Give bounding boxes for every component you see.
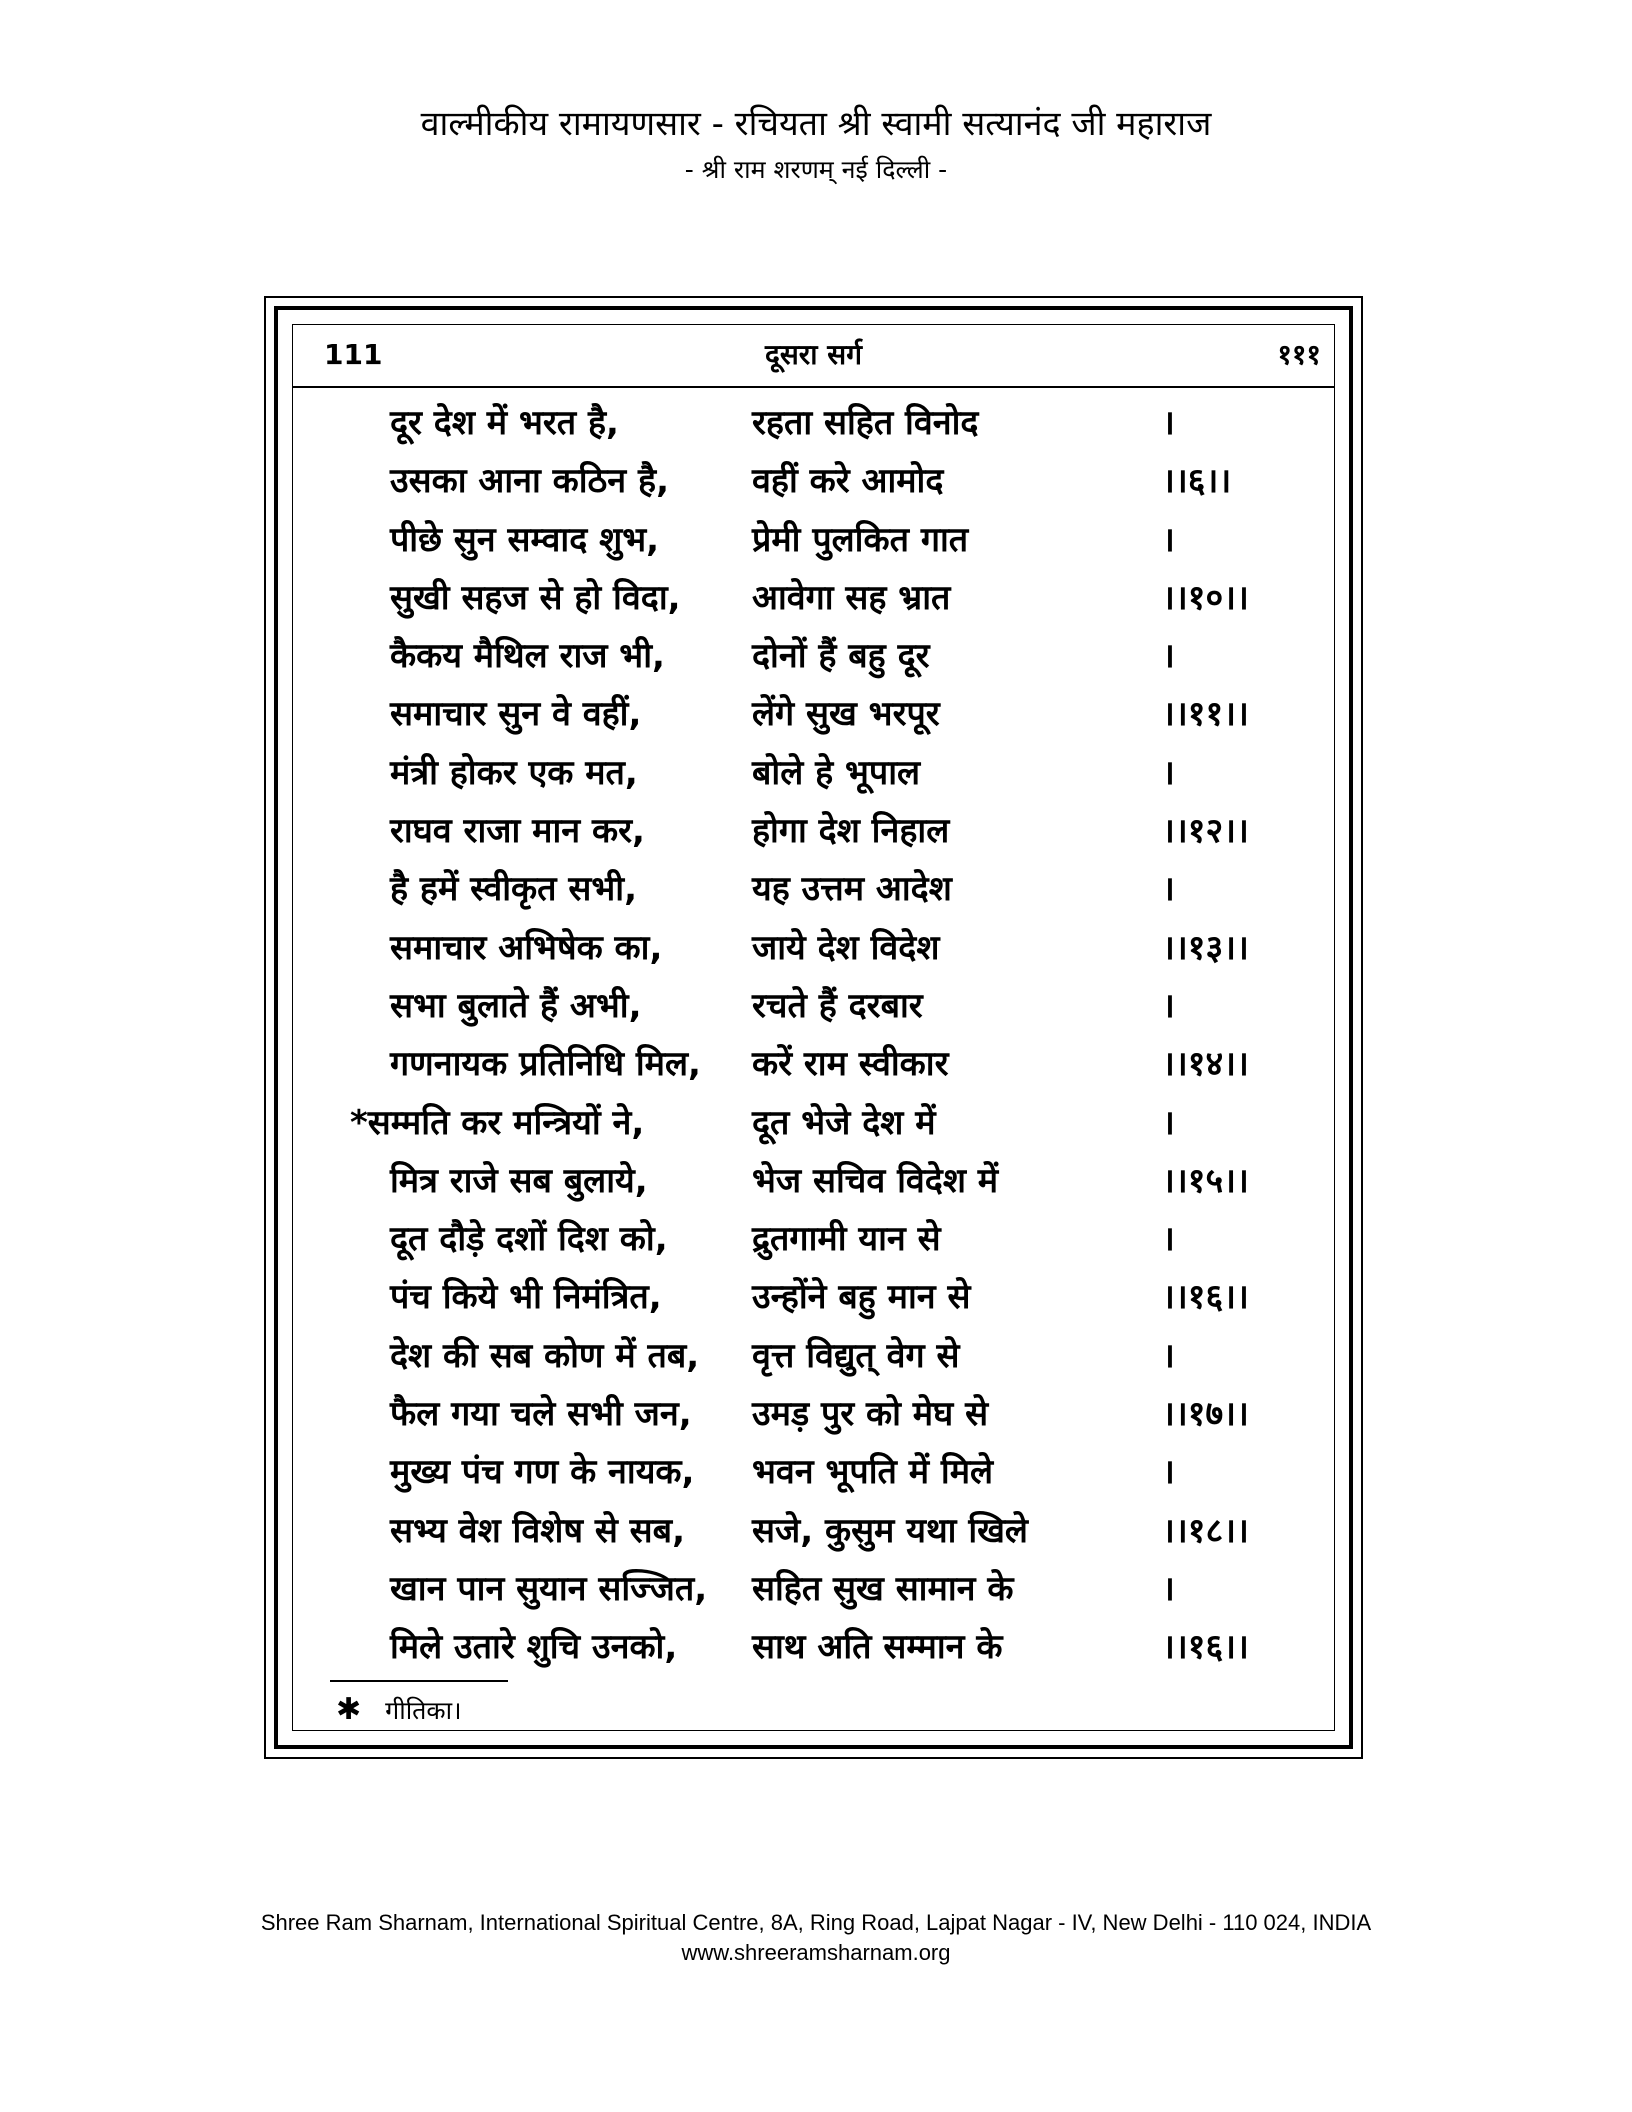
- verse-end-marker: ।: [1162, 1568, 1175, 1609]
- verse-line: [292, 394, 1335, 452]
- verse-line: [292, 1443, 1335, 1501]
- verse-line: [292, 452, 1335, 510]
- verse-second-half: वृत्त विद्युत् वेग से: [752, 1335, 960, 1376]
- verse-end-marker: ।: [1162, 1102, 1175, 1143]
- verse-line: [292, 919, 1335, 977]
- verse-line: [292, 685, 1335, 743]
- verse-first-half: पंच किये भी निमंत्रित,: [390, 1277, 662, 1318]
- verse-line: [292, 744, 1335, 802]
- verse-line: [292, 1327, 1335, 1385]
- verse-end-marker: ।।११।।: [1162, 694, 1249, 735]
- verse-end-marker: ।।१८।।: [1162, 1510, 1249, 1551]
- verse-line: [292, 977, 1335, 1035]
- verse-end-marker: ।।१०।।: [1162, 577, 1249, 618]
- verse-second-half: रहता सहित विनोद: [752, 403, 979, 443]
- verse-second-half: दोनों हैं बहु दूर: [752, 636, 930, 677]
- verse-second-half: साथ अति सम्मान के: [752, 1627, 1003, 1668]
- verse-first-half: गणनायक प्रतिनिधि मिल,: [390, 1044, 701, 1085]
- verse-first-half: फैल गया चले सभी जन,: [390, 1394, 692, 1435]
- verse-second-half: द्रुतगामी यान से: [752, 1219, 941, 1260]
- verse-first-half: पीछे सुन सम्वाद शुभ,: [390, 519, 660, 560]
- verse-end-marker: ।: [1162, 869, 1175, 910]
- verse-second-half: यह उत्तम आदेश: [752, 869, 952, 910]
- verse-first-half: दूर देश में भरत है,: [390, 403, 619, 443]
- page-number-devanagari: १११: [1277, 338, 1321, 371]
- verse-line: [292, 1502, 1335, 1560]
- verse-first-half: समाचार अभिषेक का,: [390, 927, 663, 968]
- verse-end-marker: ।।१२।।: [1162, 811, 1249, 852]
- verse-second-half: सहित सुख सामान के: [752, 1568, 1014, 1609]
- verse-second-half: बोले हे भूपाल: [752, 752, 921, 793]
- verse-line: [292, 1035, 1335, 1093]
- verse-end-marker: ।।६।।: [1162, 461, 1232, 502]
- verse-line: [292, 1618, 1335, 1676]
- page-number-arabic: 111: [324, 338, 383, 371]
- verse-first-half: राघव राजा मान कर,: [390, 811, 645, 852]
- verse-end-marker: ।: [1162, 636, 1175, 677]
- verse-first-half: है हमें स्वीकृत सभी,: [390, 869, 637, 910]
- verse-list: [292, 394, 1335, 1677]
- verse-line: [292, 802, 1335, 860]
- running-head: [292, 324, 1335, 388]
- verse-end-marker: ।: [1162, 985, 1175, 1026]
- verse-second-half: आवेगा सह भ्रात: [752, 577, 951, 618]
- verse-first-half: देश की सब कोण में तब,: [390, 1335, 700, 1376]
- verse-first-half: कैकय मैथिल राज भी,: [390, 636, 665, 677]
- page-footer: [0, 1908, 1632, 1968]
- footer-address: Shree Ram Sharnam, International Spiritual Centre, 8A, Ring Road, Lajpat Nagar - IV, New Delhi - 110 024, INDIA: [260, 1910, 1372, 1935]
- verse-second-half: प्रेमी पुलकित गात: [752, 519, 969, 560]
- verse-first-half: दूत दौड़े दशों दिश को,: [390, 1219, 668, 1260]
- verse-end-marker: ।: [1162, 519, 1175, 560]
- verse-line: [292, 1152, 1335, 1210]
- verse-second-half: होगा देश निहाल: [752, 811, 950, 852]
- verse-end-marker: ।।१३।।: [1162, 927, 1249, 968]
- verse-first-half: *सम्मति कर मन्त्रियों ने,: [350, 1102, 645, 1143]
- verse-line: [292, 1210, 1335, 1268]
- verse-first-half: मुख्य पंच गण के नायक,: [390, 1452, 695, 1493]
- verse-second-half: रचते हैं दरबार: [752, 985, 923, 1026]
- verse-line: [292, 569, 1335, 627]
- verse-second-half: लेंगे सुख भरपूर: [752, 694, 940, 735]
- verse-first-half: उसका आना कठिन है,: [390, 461, 669, 502]
- verse-second-half: उमड़ पुर को मेघ से: [752, 1394, 989, 1435]
- footnote: [336, 1690, 462, 1731]
- verse-first-half: मिले उतारे शुचि उनको,: [390, 1627, 678, 1668]
- verse-second-half: उन्होंने बहु मान से: [752, 1277, 971, 1318]
- verse-end-marker: ।।१४।।: [1162, 1044, 1249, 1085]
- verse-second-half: दूत भेजे देश में: [752, 1102, 936, 1143]
- verse-line: [292, 1385, 1335, 1443]
- verse-second-half: वहीं करे आमोद: [752, 461, 944, 502]
- verse-first-half: मंत्री होकर एक मत,: [390, 752, 638, 793]
- verse-line: [292, 860, 1335, 918]
- verse-end-marker: ।: [1162, 1335, 1175, 1376]
- verse-second-half: सजे, कुसुम यथा खिले: [752, 1510, 1028, 1551]
- verse-end-marker: ।: [1162, 403, 1175, 443]
- verse-second-half: करें राम स्वीकार: [752, 1044, 949, 1085]
- footnote-rule: [330, 1680, 508, 1682]
- verse-first-half: समाचार सुन वे वहीं,: [390, 694, 642, 735]
- verse-first-half: सभ्य वेश विशेष से सब,: [390, 1510, 685, 1551]
- verse-end-marker: ।।१७।।: [1162, 1394, 1249, 1435]
- verse-line: [292, 627, 1335, 685]
- verse-end-marker: ।।१६।।: [1162, 1277, 1249, 1318]
- verse-first-half: सुखी सहज से हो विदा,: [390, 577, 681, 618]
- verse-line: [292, 1268, 1335, 1326]
- verse-end-marker: ।: [1162, 1219, 1175, 1260]
- verse-first-half: मित्र राजे सब बुलाये,: [390, 1160, 648, 1201]
- frame-border: [274, 306, 1353, 1749]
- verse-end-marker: ।।१६।।: [1162, 1627, 1249, 1668]
- verse-end-marker: ।: [1162, 1452, 1175, 1493]
- verse-second-half: भेज सचिव विदेश में: [752, 1160, 999, 1201]
- verse-end-marker: ।।१५।।: [1162, 1160, 1249, 1201]
- verse-second-half: भवन भूपति में मिले: [752, 1452, 994, 1493]
- footer-website[interactable]: www.shreeramsharnam.org: [681, 1940, 951, 1965]
- book-title: वाल्मीकीय रामायणसार - रचियता श्री स्वामी सत्यानंद जी महाराज: [420, 104, 1212, 144]
- verse-end-marker: ।: [1162, 752, 1175, 793]
- page-frame: [264, 296, 1363, 1759]
- verse-line: [292, 1560, 1335, 1618]
- verse-line: [292, 1094, 1335, 1152]
- verse-second-half: जाये देश विदेश: [752, 927, 940, 968]
- footnote-text: गीतिका।: [385, 1696, 462, 1725]
- verse-first-half: सभा बुलाते हैं अभी,: [390, 985, 642, 1026]
- chapter-title: दूसरा सर्ग: [765, 338, 862, 371]
- verse-line: [292, 511, 1335, 569]
- asterisk-icon: ✱: [336, 1692, 362, 1727]
- verse-first-half: खान पान सुयान सज्जित,: [390, 1568, 708, 1609]
- publisher-subtitle: - श्री राम शरणम् नई दिल्ली -: [684, 155, 948, 184]
- page-header: [0, 100, 1632, 190]
